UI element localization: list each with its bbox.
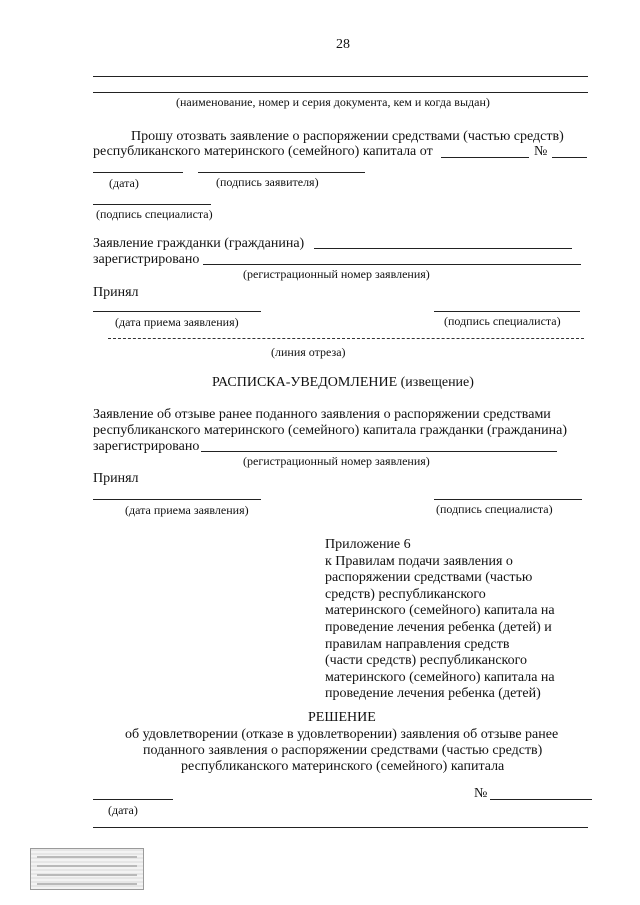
receipt-line-1: Заявление об отзыве ранее поданного заявления о распоряжении средствами <box>93 407 551 422</box>
stamp-image <box>30 848 144 890</box>
specialist-sign-label: (подпись специалиста) <box>96 207 213 221</box>
appendix-line: Приложение 6 <box>325 537 411 552</box>
decision-line-1: об удовлетворении (отказе в удовлетворении) заявления об отзыве ранее <box>125 727 559 742</box>
citizen-label: Заявление гражданки (гражданина) <box>93 236 305 251</box>
citizen-name-line <box>314 248 572 249</box>
bottom-rule <box>93 827 588 828</box>
specialist-sign-line-2 <box>434 311 580 312</box>
decision-date-label: (дата) <box>108 803 138 817</box>
number-sign: № <box>534 144 548 159</box>
specialist-sign-label-2: (подпись специалиста) <box>444 314 561 328</box>
decision-title: РЕШЕНИЕ <box>308 710 376 725</box>
receipt-line-2: республиканского материнского (семейного) капитала гражданки (гражданина) <box>93 423 567 438</box>
appendix-line: распоряжении средствами (частью <box>325 570 533 586</box>
decision-number-sign: № <box>474 786 488 801</box>
appendix-block <box>325 537 555 703</box>
receipt-specialist-sign-label: (подпись специалиста) <box>436 502 553 516</box>
decision-date-line <box>93 799 173 800</box>
receipt-specialist-sign-line <box>434 499 582 500</box>
page-number: 28 <box>336 37 350 52</box>
applicant-sign-label: (подпись заявителя) <box>216 175 319 189</box>
request-line-1: Прошу отозвать заявление о распоряжении средствами (частью средств) <box>131 129 564 144</box>
receipt-reg-number-line <box>201 451 557 452</box>
registered-label: зарегистрировано <box>93 252 200 267</box>
date-label: (дата) <box>109 176 139 190</box>
specialist-sign-line <box>93 204 211 205</box>
appendix-line: проведение лечения ребенка (детей) <box>325 686 541 702</box>
appendix-line: (части средств) республиканского <box>325 653 528 669</box>
receipt-date-line <box>93 311 261 312</box>
blank-line <box>93 92 588 93</box>
request-line-2: республиканского материнского (семейного) капитала от <box>93 144 433 159</box>
receipt-accepted-label: Принял <box>93 471 139 486</box>
receipt-date-label: (дата приема заявления) <box>125 503 249 517</box>
receipt-title: РАСПИСКА-УВЕДОМЛЕНИЕ (извещение) <box>212 375 474 390</box>
appendix-line: материнского (семейного) капитала на <box>325 603 555 619</box>
reg-number-line <box>203 264 581 265</box>
appendix-line: материнского (семейного) капитала на <box>325 669 555 685</box>
appendix-line: правилам направления средств <box>325 636 510 652</box>
blank-line <box>93 76 588 77</box>
receipt-date-line <box>93 499 261 500</box>
document-hint: (наименование, номер и серия документа, кем и когда выдан) <box>176 95 490 109</box>
decision-line-2: поданного заявления о распоряжении средствами (частью средств) <box>143 743 543 758</box>
receipt-registered-label: зарегистрировано <box>93 439 200 454</box>
number-blank <box>552 157 587 158</box>
receipt-reg-number-hint: (регистрационный номер заявления) <box>243 454 430 468</box>
appendix-line: к Правилам подачи заявления о <box>325 553 513 569</box>
receipt-date-label: (дата приема заявления) <box>115 315 239 329</box>
applicant-sign-line <box>198 172 365 173</box>
accepted-label: Принял <box>93 285 139 300</box>
appendix-line: проведение лечения ребенка (детей) и <box>325 619 552 635</box>
cut-line-label: (линия отреза) <box>271 345 346 359</box>
cut-line <box>108 338 584 339</box>
date-blank <box>441 157 529 158</box>
decision-line-3: республиканского материнского (семейного) капитала <box>181 759 505 774</box>
decision-number-line <box>490 799 592 800</box>
appendix-line: средств) республиканского <box>325 586 486 602</box>
reg-number-hint: (регистрационный номер заявления) <box>243 267 430 281</box>
date-line <box>93 172 183 173</box>
